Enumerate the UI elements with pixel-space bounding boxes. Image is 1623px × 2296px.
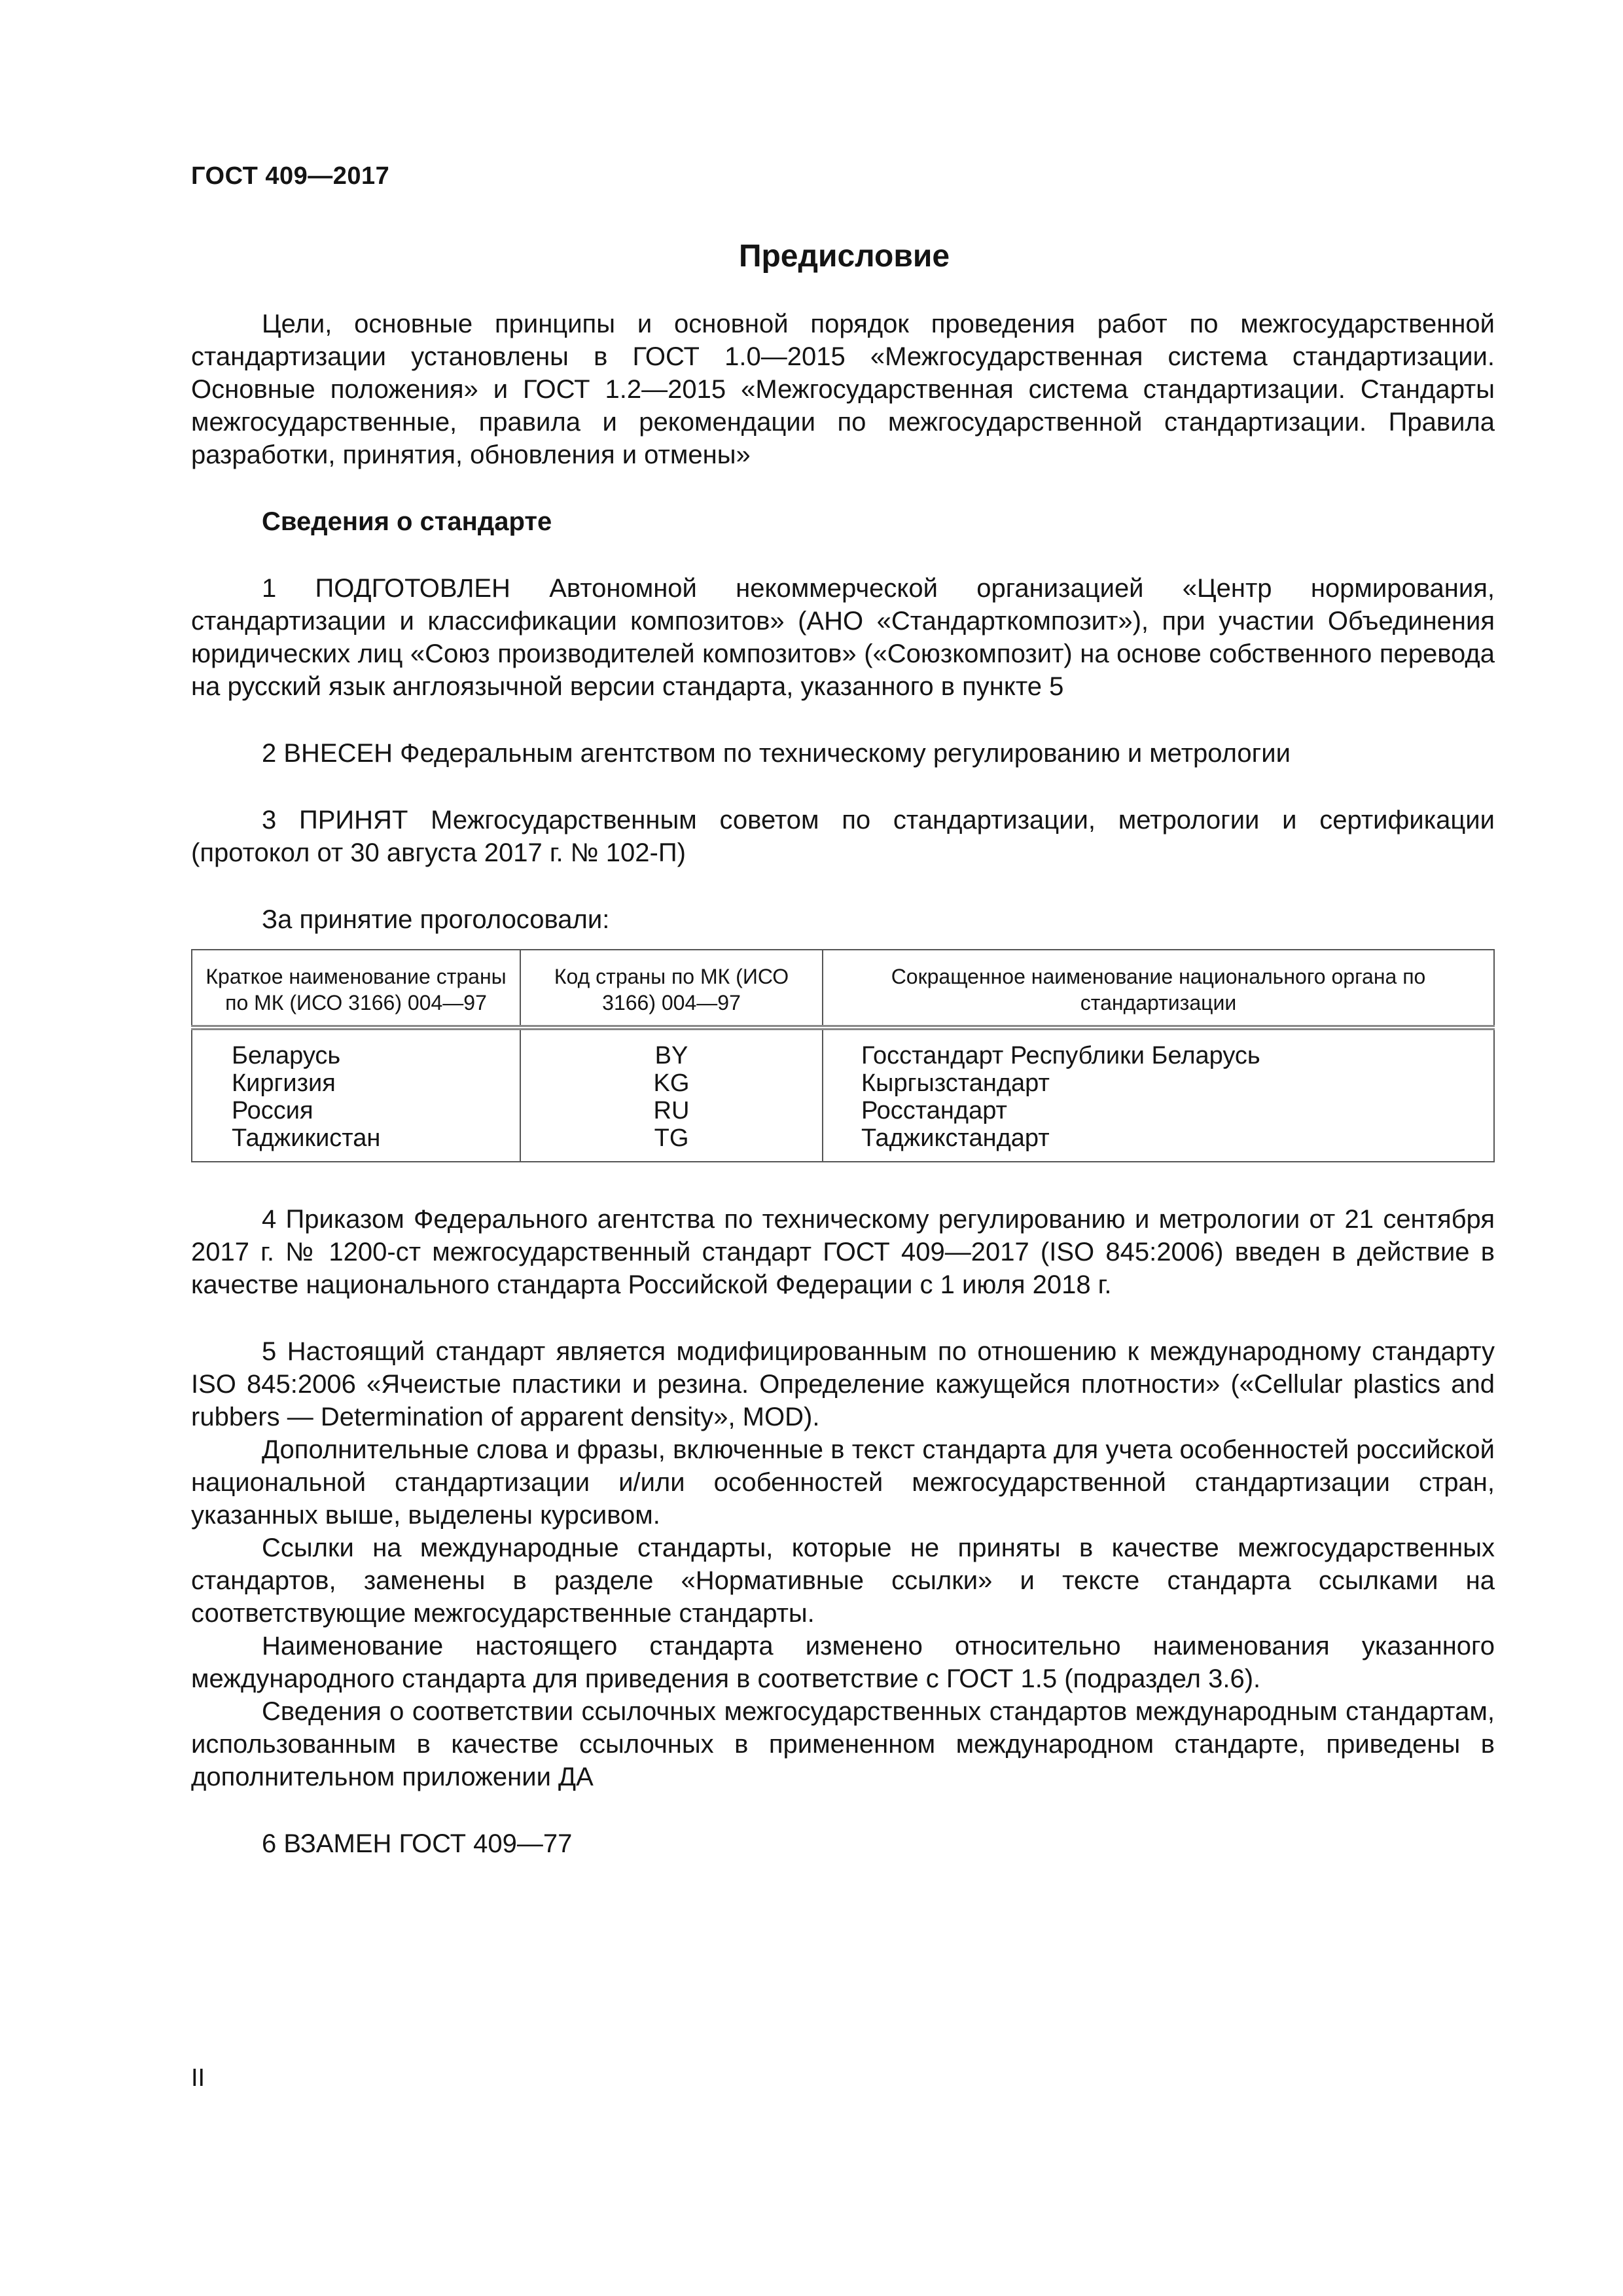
country-code-cell: KG — [520, 1069, 823, 1097]
item-5-references-paragraph: Ссылки на международные стандарты, которые не приняты в качестве межгосударственных стандартов, заменены в разделе «Нормативные ссылки» и тексте стандарта ссылками на соответствующие межгосударственные стандарты. — [191, 1534, 1495, 1628]
document-header: ГОСТ 409—2017 — [191, 162, 390, 190]
country-code-cell: BY — [520, 1028, 823, 1069]
item-5-additions-paragraph: Дополнительные слова и фразы, включенные в текст стандарта для учета особенностей российской национальной стандартизации и/или особенностей межгосударственной стандартизации стран, указанных выше, выделены курсивом. — [191, 1435, 1495, 1530]
header-national-body: Сокращенное наименование национального органа по стандартизации — [823, 950, 1494, 1028]
country-code-cell: RU — [520, 1097, 823, 1124]
country-code-cell: TG — [520, 1124, 823, 1162]
subheading: Сведения о стандарте — [262, 507, 552, 536]
country-name-cell: Киргизия — [192, 1069, 520, 1097]
table-row — [192, 1097, 1494, 1124]
country-name-cell: Россия — [192, 1097, 520, 1124]
country-name-cell: Таджикистан — [192, 1124, 520, 1162]
item-3-paragraph: 3 ПРИНЯТ Межгосударственным советом по стандартизации, метрологии и сертификации (протокол от 30 августа 2017 г. № 102-П) — [191, 806, 1495, 867]
national-body-cell: Росстандарт — [823, 1097, 1494, 1124]
table-row — [192, 1028, 1494, 1069]
country-name-cell: Беларусь — [192, 1028, 520, 1069]
item-4-paragraph: 4 Приказом Федерального агентства по техническому регулированию и метрологии от 21 сентября 2017 г. № 1200-ст межгосударственный стандарт ГОСТ 409—2017 (ISO 845:2006) введен в действие в качестве национального стандарта Российской Федерации с 1 июля 2018 г. — [191, 1205, 1495, 1299]
item-5-appendix-paragraph: Сведения о соответствии ссылочных межгосударственных стандартов международным стандартам, использованным в качестве ссылочных в примененном международном стандарте, приведены в дополнительном приложении ДА — [191, 1697, 1495, 1791]
national-body-cell: Таджикстандарт — [823, 1124, 1494, 1162]
item-2-paragraph: 2 ВНЕСЕН Федеральным агентством по техническому регулированию и метрологии — [262, 739, 1291, 768]
item-6-paragraph: 6 ВЗАМЕН ГОСТ 409—77 — [262, 1829, 573, 1858]
table-row — [192, 1069, 1494, 1097]
section-title: Предисловие — [738, 239, 950, 274]
item-5-paragraph: 5 Настоящий стандарт является модифицированным по отношению к международному стандарту ISO 845:2006 «Ячеистые пластики и резина. Определение кажущейся плотности» («Cellular plastics and rubbers — Determination of apparent density», MOD). — [191, 1337, 1495, 1431]
item-5-title-paragraph: Наименование настоящего стандарта изменено относительно наименования указанного международного стандарта для приведения в соответствие с ГОСТ 1.5 (подраздел 3.6). — [191, 1632, 1495, 1693]
intro-paragraph: Цели, основные принципы и основной порядок проведения работ по межгосударственной стандартизации установлены в ГОСТ 1.0—2015 «Межгосударственная система стандартизации. Основные положения» и ГОСТ 1.2—2015 «Межгосударственная система стандартизации. Стандарты межгосударственные, правила и рекомендации по межгосударственной стандартизации. Правила разработки, принятия, обновления и отмены» — [191, 310, 1495, 469]
document-body — [191, 308, 1495, 1860]
page-number: II — [191, 2064, 205, 2092]
votes-table — [191, 949, 1495, 1162]
national-body-cell: Кыргызстандарт — [823, 1069, 1494, 1097]
header-country-code: Код страны по МК (ИСО 3166) 004—97 — [520, 950, 823, 1028]
table-header-row — [192, 950, 1494, 1028]
national-body-cell: Госстандарт Республики Беларусь — [823, 1028, 1494, 1069]
votes-intro: За принятие проголосовали: — [262, 905, 610, 934]
item-1-paragraph: 1 ПОДГОТОВЛЕН Автономной некоммерческой организацией «Центр нормирования, стандартизации и классификации композитов» (АНО «Стандарткомпозит»), при участии Объединения юридических лиц «Союз производителей композитов» («Союзкомпозит) на основе собственного перевода на русский язык англоязычной версии стандарта, указанного в пункте 5 — [191, 574, 1495, 701]
table-row — [192, 1124, 1494, 1162]
header-country-name: Краткое наименование страны по МК (ИСО 3166) 004—97 — [192, 950, 520, 1028]
